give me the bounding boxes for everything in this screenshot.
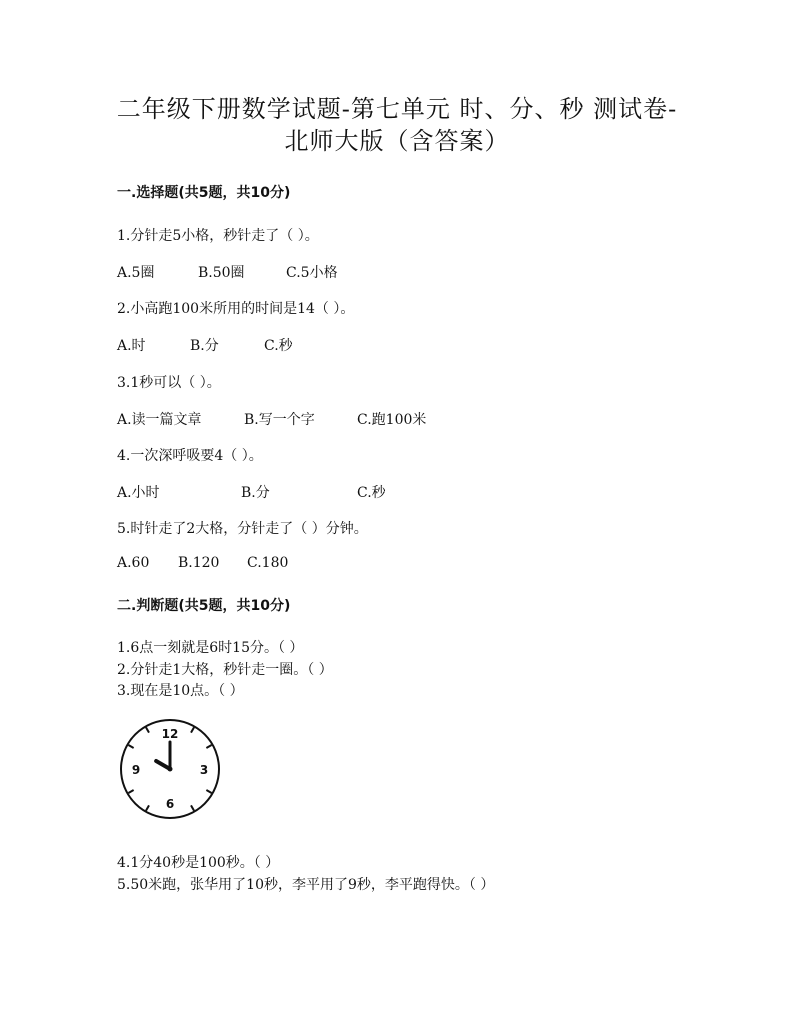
question-text: 3.1秒可以（ ）。: [117, 375, 221, 391]
option-a: A.60: [117, 555, 150, 571]
clock-number-9: 9: [131, 763, 141, 777]
question-text: 5.50米跑，张华用了10秒，李平用了9秒，李平跑得快。（ ）: [117, 877, 495, 893]
option-b: B.120: [178, 555, 220, 571]
clock-tick: [146, 727, 149, 732]
clock-tick: [128, 790, 133, 793]
clock-number-12: 12: [161, 727, 179, 741]
question-text: 4.1分40秒是100秒。（ ）: [117, 855, 280, 871]
clock-center: [168, 767, 173, 772]
option-a: A.读一篇文章: [117, 412, 202, 428]
option-b: B.50圈: [198, 265, 245, 281]
clock-number-6: 6: [165, 797, 175, 811]
question-text: 4.一次深呼吸要4（ ）。: [117, 448, 263, 464]
clock-tick: [206, 790, 211, 793]
question-text: 1.分针走5小格，秒针走了（ ）。: [117, 228, 319, 244]
option-a: A.时: [117, 338, 146, 354]
option-c: C.180: [247, 555, 289, 571]
question-text: 3.现在是10点。（ ）: [117, 683, 244, 699]
option-c: C.秒: [264, 338, 293, 354]
option-b: B.分: [241, 485, 270, 501]
option-a: A.5圈: [117, 265, 155, 281]
clock-tick: [206, 745, 211, 748]
page-title-line-1: 二年级下册数学试题-第七单元 时、分、秒 测试卷-: [116, 95, 678, 123]
option-c: C.5小格: [286, 265, 338, 281]
question-text: 2.小高跑100米所用的时间是14（ ）。: [117, 301, 355, 317]
clock-illustration: [119, 718, 221, 820]
clock-tick: [191, 727, 194, 732]
option-c: C.秒: [357, 485, 386, 501]
question-text: 5.时针走了2大格，分针走了（ ）分钟。: [117, 521, 368, 537]
option-b: B.分: [190, 338, 219, 354]
clock-tick: [146, 805, 149, 810]
question-text: 2.分针走1大格，秒针走一圈。（ ）: [117, 662, 333, 678]
section-heading-choice: 一.选择题(共5题，共10分): [117, 185, 291, 201]
option-c: C.跑100米: [357, 412, 427, 428]
section-heading-judgment: 二.判断题(共5题，共10分): [117, 598, 291, 614]
option-b: B.写一个字: [244, 412, 315, 428]
clock-tick: [191, 805, 194, 810]
option-a: A.小时: [117, 485, 160, 501]
question-text: 1.6点一刻就是6时15分。（ ）: [117, 640, 304, 656]
clock-tick: [128, 745, 133, 748]
page-title-line-2: 北师大版（含答案）: [284, 127, 510, 155]
clock-number-3: 3: [199, 763, 209, 777]
